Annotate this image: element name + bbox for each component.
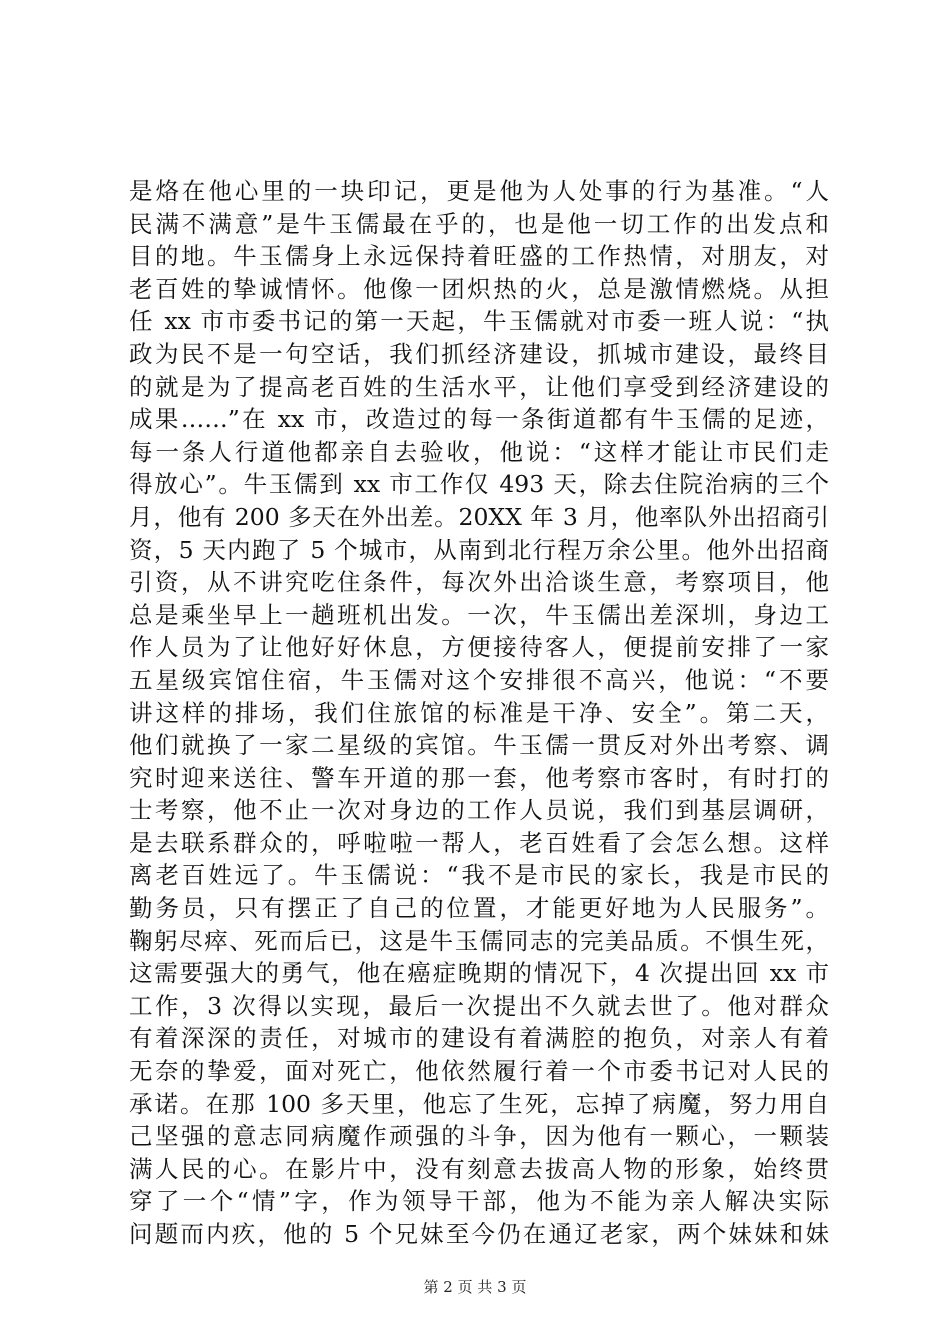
text-line: 究时迎来送往、警车开道的那一套，他考察市客时，有时打的: [129, 763, 829, 792]
text-line: 作人员为了让他好好休息，方便接待客人，便提前安排了一家: [129, 633, 829, 662]
text-line: 有着深深的责任，对城市的建设有着满腔的抱负，对亲人有着: [129, 1024, 829, 1053]
text-line: 士考察，他不止一次对身边的工作人员说，我们到基层调研，: [129, 796, 829, 825]
text-line: 政为民不是一句空话，我们抓经济建设，抓城市建设，最终目: [129, 339, 829, 368]
text-line: 他们就换了一家二星级的宾馆。牛玉儒一贯反对外出考察、调: [129, 731, 829, 760]
text-line: 讲这样的排场，我们住旅馆的标准是干净、安全”。第二天，: [129, 698, 829, 727]
text-line: 成果……”在 xx 市，改造过的每一条街道都有牛玉儒的足迹，: [129, 405, 829, 434]
text-line: 工作，3 次得以实现，最后一次提出不久就去世了。他对群众: [129, 991, 829, 1020]
text-line: 满人民的心。在影片中，没有刻意去拔高人物的形象，始终贯: [129, 1154, 829, 1183]
text-line: 资，5 天内跑了 5 个城市，从南到北行程万余公里。他外出招商: [129, 535, 829, 564]
text-line: 穿了一个“情”字，作为领导干部，他为不能为亲人解决实际: [129, 1187, 829, 1216]
text-line: 是去联系群众的，呼啦啦一帮人，老百姓看了会怎么想。这样: [129, 828, 829, 857]
text-line: 五星级宾馆住宿，牛玉儒对这个安排很不高兴，他说：“不要: [129, 665, 829, 694]
text-line: 这需要强大的勇气，他在癌症晚期的情况下，4 次提出回 xx 市: [129, 959, 829, 988]
text-line: 问题而内疚，他的 5 个兄妹至今仍在通辽老家，两个妹妹和妹: [129, 1220, 829, 1248]
text-line: 目的地。牛玉儒身上永远保持着旺盛的工作热情，对朋友，对: [129, 242, 829, 271]
text-line: 老百姓的挚诚情怀。他像一团炽热的火，总是激情燃烧。从担: [129, 274, 829, 303]
text-line: 每一条人行道他都亲自去验收，他说：“这样才能让市民们走: [129, 437, 829, 466]
text-line: 承诺。在那 100 多天里，他忘了生死，忘掉了病魔，努力用自: [129, 1089, 829, 1118]
text-line: 无奈的挚爱，面对死亡，他依然履行着一个市委书记对人民的: [129, 1057, 829, 1086]
text-line: 总是乘坐早上一趟班机出发。一次，牛玉儒出差深圳，身边工: [129, 600, 829, 629]
text-line: 鞠躬尽瘁、死而后已，这是牛玉儒同志的完美品质。不惧生死，: [129, 926, 829, 955]
text-line: 任 xx 市市委书记的第一天起，牛玉儒就对市委一班人说：“执: [129, 307, 829, 336]
body-paragraph: [129, 175, 829, 1251]
text-line: 民满不满意”是牛玉儒最在乎的，也是他一切工作的出发点和: [129, 209, 829, 238]
text-line: 的就是为了提高老百姓的生活水平，让他们享受到经济建设的: [129, 372, 829, 401]
text-line: 引资，从不讲究吃住条件，每次外出洽谈生意，考察项目，他: [129, 568, 829, 597]
text-line: 己坚强的意志同病魔作顽强的斗争，因为他有一颗心，一颗装: [129, 1122, 829, 1151]
text-line: 得放心”。牛玉儒到 xx 市工作仅 493 天，除去住院治病的三个: [129, 470, 829, 499]
text-line: 离老百姓远了。牛玉儒说：“我不是市民的家长，我是市民的: [129, 861, 829, 890]
text-line: 是烙在他心里的一块印记，更是他为人处事的行为基准。“人: [129, 177, 829, 205]
text-line: 勤务员，只有摆正了自己的位置，才能更好地为人民服务”。: [129, 894, 829, 923]
text-line: 月，他有 200 多天在外出差。20XX 年 3 月，他率队外出招商引: [129, 502, 829, 531]
page-footer: 第 2 页 共 3 页: [423, 1278, 527, 1296]
